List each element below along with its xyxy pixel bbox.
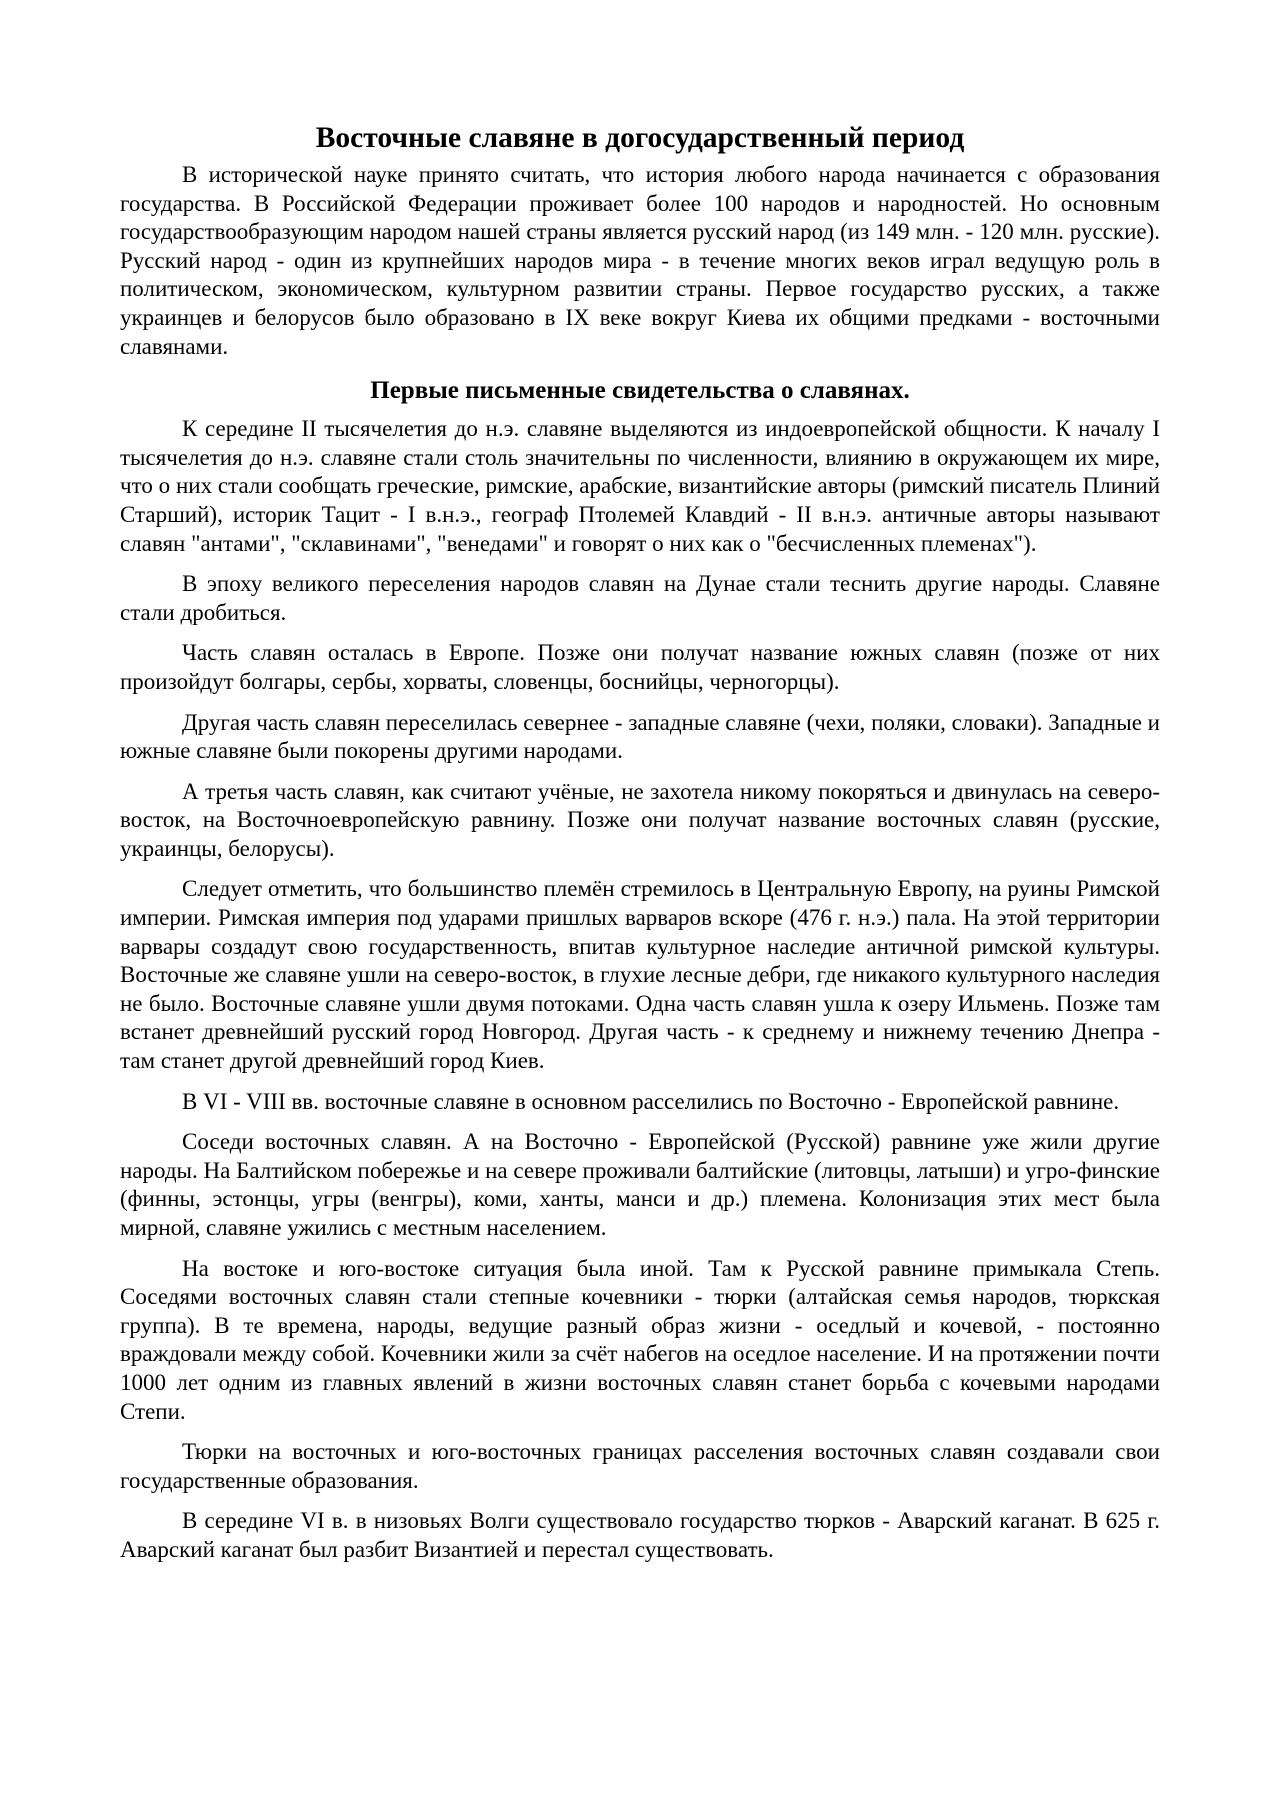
paragraph: Другая часть славян переселилась севернее - западные славяне (чехи, поляки, словаки). Западные и южные славяне были покорены другими народами.: [120, 709, 1160, 764]
paragraph: Тюрки на восточных и юго-восточных границах расселения восточных славян создавали свои государственные образования.: [120, 1439, 1160, 1493]
paragraph: Часть славян осталась в Европе. Позже они получат название южных славян (позже от них произойдут болгары, сербы, хорваты, словенцы, боснийцы, черногорцы).: [120, 640, 1160, 694]
paragraph: В середине VI в. в низовьях Волги существовало государство тюрков - Аварский каганат. В 625 г. Аварский каганат был разбит Византией и перестал существовать.: [120, 1508, 1160, 1562]
document-title: Восточные славяне в догосударственный период: [315, 122, 965, 154]
section-heading: Первые письменные свидетельства о славянах.: [370, 377, 910, 405]
paragraph: Следует отметить, что большинство племён стремилось в Центральную Европу, на руины Римской империи. Римская империя под ударами пришлых варваров вскоре (476 г. н.э.) пала. На этой территории варвары создадут свою государственность, впитав культурное наследие античной римской культуры. Восточные же славяне ушли на северо-восток, в глухие лесные дебри, где никакого культурного наследия не было. Восточные славяне ушли двумя потоками. Одна часть славян ушла к озеру Ильмень. Позже там встанет древнейший русский город Новгород. Другая часть - к среднему и нижнему течению Днепра - там станет другой древнейший город Киев.: [120, 876, 1160, 1074]
paragraph: На востоке и юго-востоке ситуация была иной. Там к Русской равнине примыкала Степь. Соседями восточных славян стали степные кочевники - тюрки (алтайская семья народов, тюркская группа). В те времена, народы, ведущие разный образ жизни - оседлый и кочевой, - постоянно враждовали между собой. Кочевники жили за счёт набегов на оседлое население. И на протяжении почти 1000 лет одним из главных явлений в жизни восточных славян станет борьба с кочевыми народами Степи.: [120, 1255, 1160, 1424]
paragraph: К середине II тысячелетия до н.э. славяне выделяются из индоевропейской общности. К началу I тысячелетия до н.э. славяне стали столь значительны по численности, влиянию в окружающем их мире, что о них стали сообщать греческие, римские, арабские, византийские авторы (римский писатель Плиний Старший), историк Тацит - I в.н.э., географ Птолемей Клавдий - II в.н.э. античные авторы называют славян "антами", "склавинами", "венедами" и говорят о них как о "бесчисленных племенах").: [120, 416, 1160, 556]
document-page: [120, 120, 1160, 1577]
intro-paragraph: В исторической науке принято считать, что история любого народа начинается с образования государства. В Российской Федерации проживает более 100 народов и народностей. Но основным государствообразующим народом нашей страны является русский народ (из 149 млн. - 120 млн. русские). Русский народ - один из крупнейших народов мира - в течение многих веков играл ведущую роль в политическом, экономическом, культурном развитии страны. Первое государство русских, а также украинцев и белорусов было образовано в IX веке вокруг Киева их общими предками - восточными славянами.: [120, 162, 1160, 359]
paragraph: Соседи восточных славян. А на Восточно - Европейской (Русской) равнине уже жили другие народы. На Балтийском побережье и на севере проживали балтийские (литовцы, латыши) и угро-финские (финны, эстонцы, угры (венгры), коми, ханты, манси и др.) племена. Колонизация этих мест была мирной, славяне ужились с местным населением.: [120, 1129, 1160, 1240]
paragraph: В VI - VIII вв. восточные славяне в основном расселились по Восточно - Европейской равнине.: [182, 1088, 1120, 1114]
paragraph: А третья часть славян, как считают учёные, не захотела никому покоряться и двинулась на северо-восток, на Восточноевропейскую равнину. Позже они получат название восточных славян (русские, украинцы, белорусы).: [120, 778, 1160, 861]
paragraph: В эпоху великого переселения народов славян на Дунае стали теснить другие народы. Славяне стали дробиться.: [120, 571, 1160, 625]
